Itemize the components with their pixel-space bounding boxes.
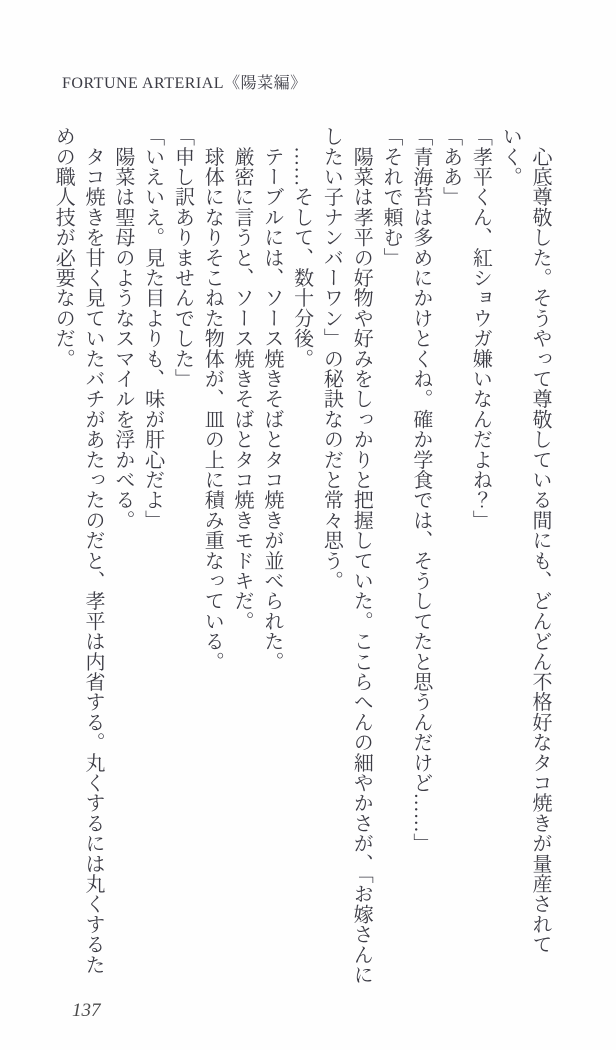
text-column: 「青海苔は多めにかけとくね。確か学食では、そうしてたと思うんだけど……」 [409, 126, 432, 854]
body-text [47, 126, 554, 1000]
text-column: いく。 [499, 126, 522, 187]
text-column: めの職人技が必要なのだ。 [52, 126, 75, 369]
text-column: したい子ナンバーワン」の秘訣なのだと常々思う。 [320, 126, 343, 591]
text-column: テーブルには、ソース焼きそばとタコ焼きが並べられた。 [260, 126, 283, 672]
running-header: FORTUNE ARTERIAL《陽菜編》 [62, 75, 307, 92]
text-column: 陽菜は孝平の好物や好みをしっかりと把握していた。ここらへんの細やかさが、「お嫁さんに [350, 126, 373, 985]
text-column: タコ焼きを甘く見ていたバチがあたったのだと、孝平は内省する。丸くするには丸くするた [82, 126, 105, 975]
text-column: 陽菜は聖母のようなスマイルを浮かべる。 [111, 126, 134, 530]
text-column: 「孝平くん、紅ショウガ嫌いなんだよね？」 [469, 126, 492, 530]
text-column: 厳密に言うと、ソース焼きそばとタコ焼きモドキだ。 [231, 126, 254, 631]
text-column: 「それで頼む」 [380, 126, 403, 268]
text-column: 心底尊敬した。そうやって尊敬している間にも、どんどん不格好なタコ焼きが量産されて [529, 126, 551, 955]
text-column: 「申し訳ありませんでした」 [171, 126, 194, 389]
text-column: 「いえいえ。見た目よりも、味が肝心だよ」 [141, 126, 164, 530]
text-column: 球体になりそこねた物体が、皿の上に積み重なっている。 [201, 126, 224, 672]
page-number: 137 [72, 1000, 101, 1021]
text-column: ……そして、数十分後。 [290, 126, 313, 369]
text-column: 「ああ」 [439, 126, 462, 207]
